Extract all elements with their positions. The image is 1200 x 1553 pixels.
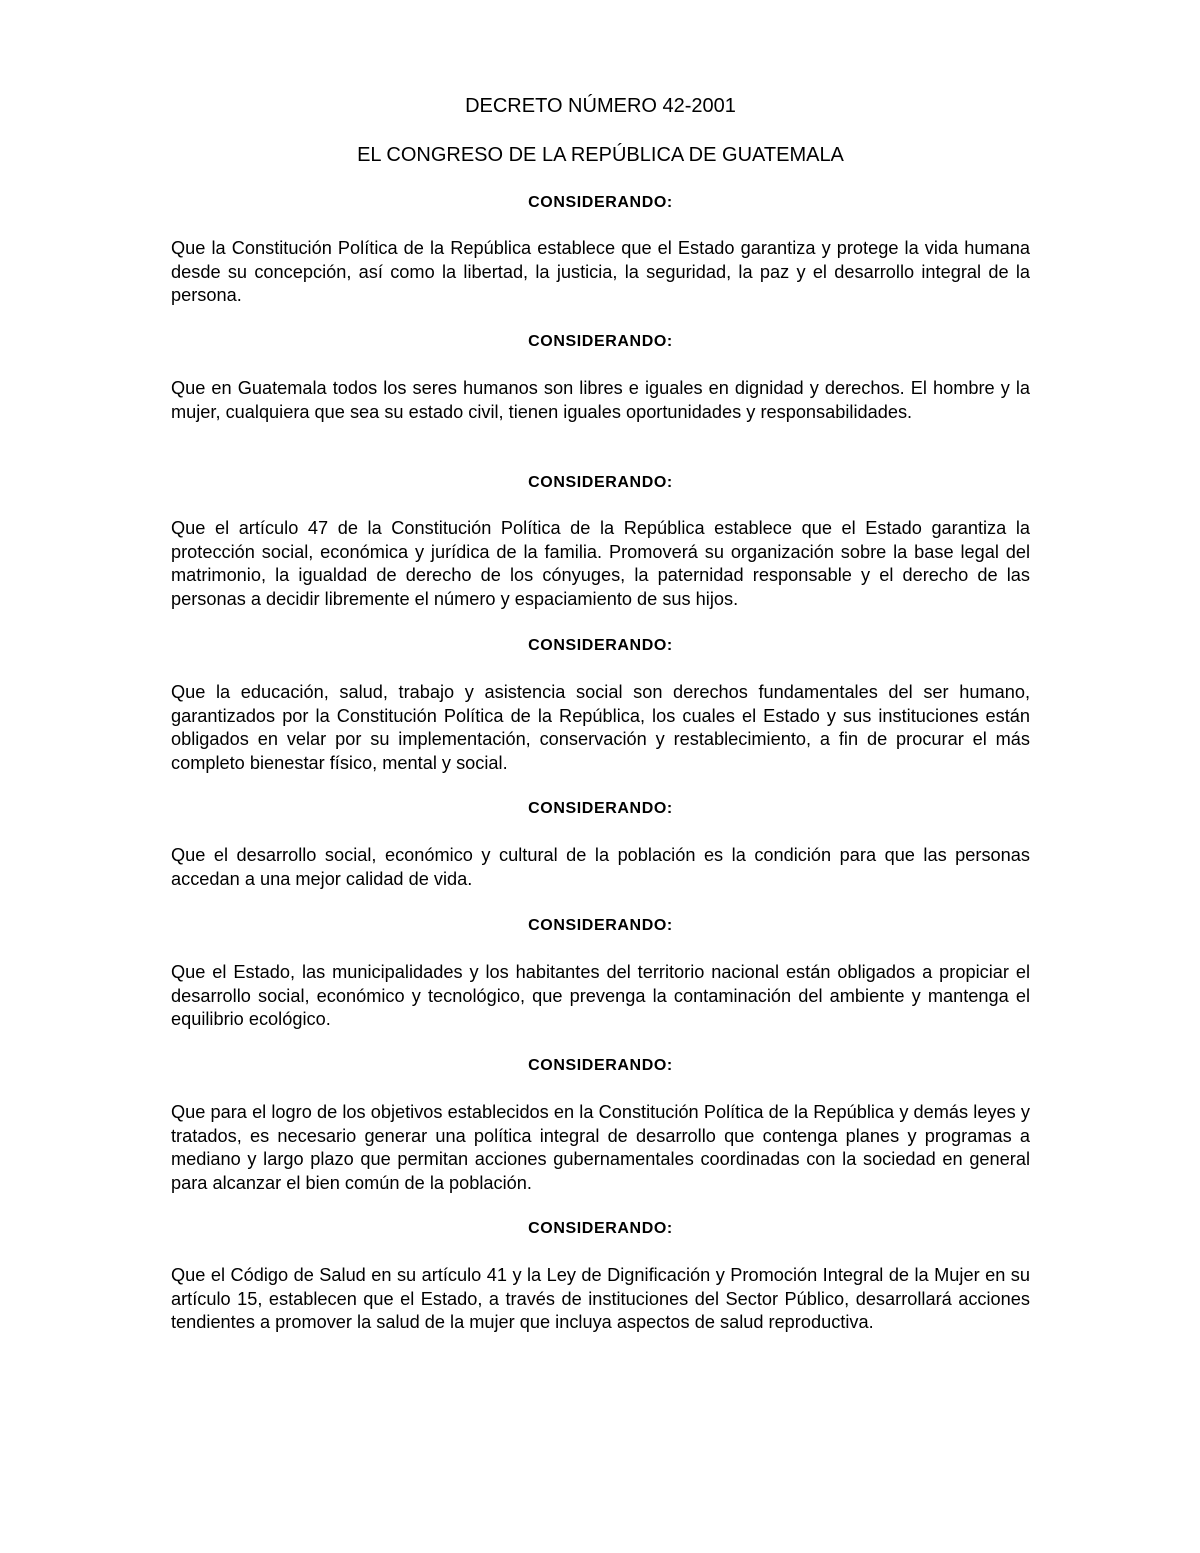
considerando-text: Que la educación, salud, trabajo y asistencia social son derechos fundamentales del ser humano, garantizados por la Constitución Política de la República, los cuales el Estado y sus instituciones están obligados en velar por su implementación, conservación y restablecimiento, a fin de procurar el más completo bienestar físico, mental y social. (171, 682, 1030, 773)
considerando-heading: CONSIDERANDO: (528, 1057, 673, 1074)
considerando-text: Que el desarrollo social, económico y cultural de la población es la condición para que las personas accedan a una mejor calidad de vida. (171, 845, 1030, 889)
considerando-heading: CONSIDERANDO: (528, 917, 673, 934)
decree-title: DECRETO NÚMERO 42-2001 (465, 95, 736, 117)
considerando-text: Que en Guatemala todos los seres humanos son libres e iguales en dignidad y derechos. El hombre y la mujer, cualquiera que sea su estado civil, tienen iguales oportunidades y responsabilidades. (171, 378, 1030, 422)
considerando-text: Que el artículo 47 de la Constitución Política de la República establece que el Estado garantiza la protección social, económica y jurídica de la familia. Promoverá su organización sobre la base legal del matrimonio, la igualdad de derecho de los cónyuges, la paternidad responsable y el derecho de las personas a decidir libremente el número y espaciamiento de sus hijos. (171, 518, 1030, 609)
considerando-heading: CONSIDERANDO: (528, 800, 673, 817)
considerando-text: Que el Código de Salud en su artículo 41 y la Ley de Dignificación y Promoción Integral de la Mujer en su artículo 15, establecen que el Estado, a través de instituciones del Sector Público, desarrollará acciones tendientes a promover la salud de la mujer que incluya aspectos de salud reproductiva. (171, 1265, 1030, 1332)
considerando-text: Que la Constitución Política de la República establece que el Estado garantiza y protege la vida humana desde su concepción, así como la libertad, la justicia, la seguridad, la paz y el desarrollo integral de la persona. (171, 238, 1030, 305)
considerando-text: Que para el logro de los objetivos establecidos en la Constitución Política de la República y demás leyes y tratados, es necesario generar una política integral de desarrollo que contenga planes y programas a mediano y largo plazo que permitan acciones gubernamentales coordinadas con la sociedad en general para alcanzar el bien común de la población. (171, 1102, 1030, 1193)
considerando-text: Que el Estado, las municipalidades y los habitantes del territorio nacional están obligados a propiciar el desarrollo social, económico y tecnológico, que prevenga la contaminación del ambiente y mantenga el equilibrio ecológico. (171, 962, 1030, 1029)
issuer-title: EL CONGRESO DE LA REPÚBLICA DE GUATEMALA (357, 144, 844, 166)
considerando-heading: CONSIDERANDO: (528, 1220, 673, 1237)
considerando-heading: CONSIDERANDO: (528, 333, 673, 350)
considerando-heading: CONSIDERANDO: (528, 194, 673, 211)
considerando-heading: CONSIDERANDO: (528, 474, 673, 491)
considerando-heading: CONSIDERANDO: (528, 637, 673, 654)
